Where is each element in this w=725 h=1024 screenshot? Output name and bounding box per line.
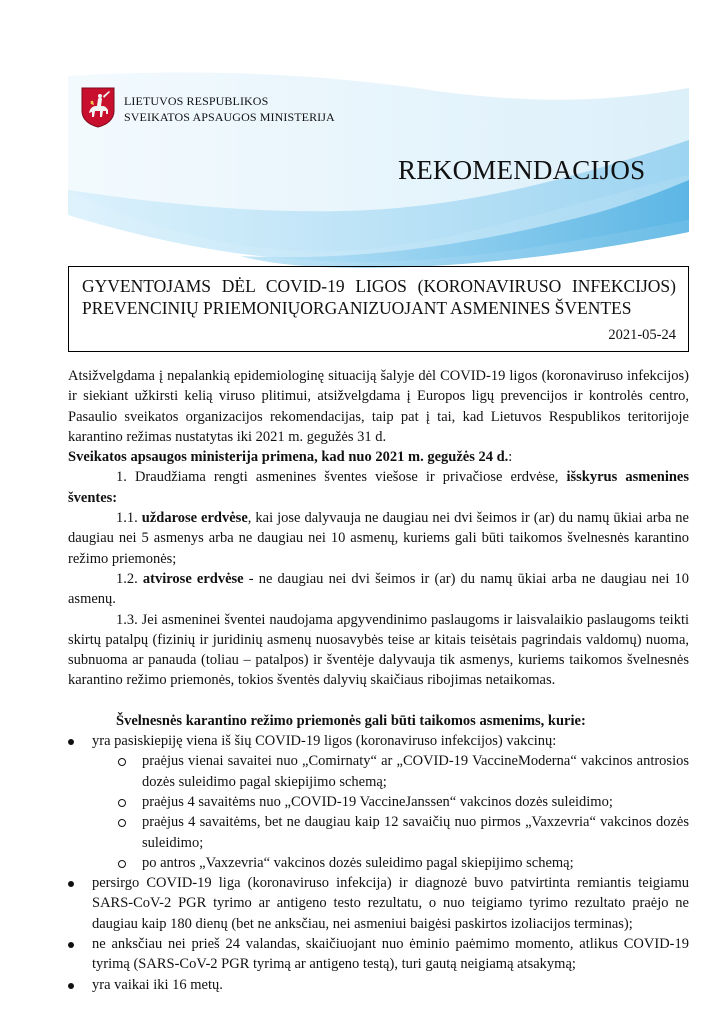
list-item — [68, 873, 689, 934]
sub-2-text: praėjus 4 savaitėms nuo „COVID-19 VaccineJanssen“ vakcinos dozės suleidimo; — [142, 793, 613, 810]
ministry-line-2: SVEIKATOS APSAUGOS MINISTERIJA — [124, 110, 335, 124]
bullet-3-text: ne anksčiau nei prieš 24 valandas, skaičiuojant nuo ėminio paėmimo momento, atlikus COVID-19 tyrimą (SARS-CoV-2 PGR tyrimą ar antigeno testą), turi gautą neigiamą atsakymą; — [92, 936, 689, 973]
eligibility-subheading — [68, 711, 689, 731]
circle-bullet-icon — [118, 860, 126, 868]
point-1-text: 1. Draudžiama rengti asmenines šventes viešose ir privačiose erdvėse, — [116, 469, 567, 486]
title-line-1: GYVENTOJAMS DĖL COVID-19 LIGOS (KORONAVIRUSO INFEKCIJOS) — [82, 276, 676, 296]
ministry-line-1: LIETUVOS RESPUBLIKOS — [124, 94, 269, 108]
circle-bullet-icon — [118, 819, 126, 827]
bullet-1-text: yra pasiskiepiję viena iš šių COVID-19 ligos (koronaviruso infekcijos) vakcinų: — [92, 733, 557, 750]
sub-3-text: praėjus 4 savaitėms, bet ne daugiau kaip 12 savaičių nuo pirmos „Vaxzevria“ vakcinos dozės suleidimo; — [142, 814, 689, 851]
bullet-icon — [68, 881, 74, 887]
document-date: 2021-05-24 — [608, 327, 676, 343]
reminder-bold: Sveikatos apsaugos ministerija primena, kad nuo 2021 m. gegužės 24 d. — [68, 449, 509, 466]
wave-banner — [0, 0, 725, 280]
list-item — [118, 792, 689, 812]
point-1-bold: išskyrus asmenines šventes: — [68, 469, 689, 506]
list-item — [118, 751, 689, 792]
title-box — [68, 266, 689, 352]
list-item — [118, 853, 689, 873]
vaccine-sublist — [92, 751, 689, 873]
eligibility-subheading-text: Švelnesnės karantino režimo priemonės gali būti taikomos asmenims, kurie: — [116, 712, 586, 729]
point-1-3: 1.3. Jei asmeninei šventei naudojama apgyvendinimo paslaugoms ir laisvalaikio paslaugoms teikti skirtų patalpų (fizinių ir juridinių asmenų nuosavybės teise ar kitais teisėtais pagrindais valdomų) nuoma, subnuoma ar panauda (toliau – patalpos) ir šventėje dalyvauja tik asmenys, kuriems taikomos švelnesnės karantino režimo priemonės, tokios šventės dalyvių skaičiaus ribojimas netaikomas. — [68, 611, 689, 689]
document-body — [68, 366, 689, 995]
document-type-title: REKOMENDACIJOS — [398, 155, 646, 185]
vytis-coat-of-arms-icon — [81, 87, 115, 128]
intro-paragraph: Atsižvelgdama į nepalankią epidemiologinę situaciją šalyje dėl COVID-19 ligos (koronaviruso infekcijos) ir siekiant užkirsti kelią viruso plitimui, atsižvelgdama į Europos ligų prevencijos ir kontrolės centro, Pasaulio sveikatos organizacijos rekomendacijas, taip pat į tai, kad Lietuvos Respublikos teritorijoje karantino režimas nustatytas iki 2021 m. gegužės 31 d. — [68, 368, 689, 445]
circle-bullet-icon — [118, 799, 126, 807]
point-1-1-number: 1.1. — [116, 510, 142, 527]
bullet-2-text: persirgo COVID-19 liga (koronaviruso infekcija) ir diagnozė buvo patvirtinta remiantis teigiamu SARS-CoV-2 PGR tyrimo ar antigeno testo rezultatu, o nuo teigiamo tyrimo rezultato praėjo ne daugiau kaip 180 dienų (bet ne anksčiau, nei asmeniui baigėsi paskirtos izoliacijos terminas); — [92, 875, 689, 932]
point-1 — [68, 467, 689, 508]
title-line-2: PREVENCINIŲ PRIEMONIŲORGANIZUOJANT ASMENINES ŠVENTES — [82, 298, 632, 318]
list-item — [68, 731, 689, 873]
reminder-end: : — [508, 449, 513, 466]
bullet-icon — [68, 739, 74, 745]
ministry-name — [124, 93, 335, 125]
bullet-4-text: yra vaikai iki 16 metų. — [92, 976, 223, 993]
eligibility-list — [68, 731, 689, 995]
list-item — [118, 812, 689, 853]
sub-4-text: po antros „Vaxzevria“ vakcinos dozės suleidimo pagal skiepijimo schemą; — [142, 854, 574, 871]
point-1-2 — [68, 569, 689, 610]
point-1-2-text: - ne daugiau nei dvi šeimos ir (ar) du namų ūkiai arba ne daugiau nei 10 asmenų. — [68, 570, 689, 608]
bullet-icon — [68, 942, 74, 948]
point-1-1-text: , kai jose dalyvauja ne daugiau nei dvi šeimos ir (ar) du namų ūkiai arba ne daugiau nei 5 asmenys arba ne daugiau nei 10 asmenų, kuriems gali būti taikomos švelnesnės karantino režimo priemonės; — [68, 510, 689, 567]
list-item — [68, 975, 689, 995]
list-item — [68, 934, 689, 975]
point-1-1 — [68, 508, 689, 569]
point-1-1-bold: uždarose erdvėse — [141, 510, 248, 527]
bullet-icon — [68, 983, 74, 989]
circle-bullet-icon — [118, 758, 126, 766]
point-1-2-number: 1.2. — [116, 570, 143, 587]
sub-1-text: praėjus vienai savaitei nuo „Comirnaty“ ar „COVID-19 VaccineModerna“ vakcinos antrosios dozės suleidimo pagal skiepijimo schemą; — [142, 753, 689, 790]
point-1-2-bold: atvirose erdvėse — [142, 570, 244, 587]
reminder-paragraph — [68, 447, 689, 467]
